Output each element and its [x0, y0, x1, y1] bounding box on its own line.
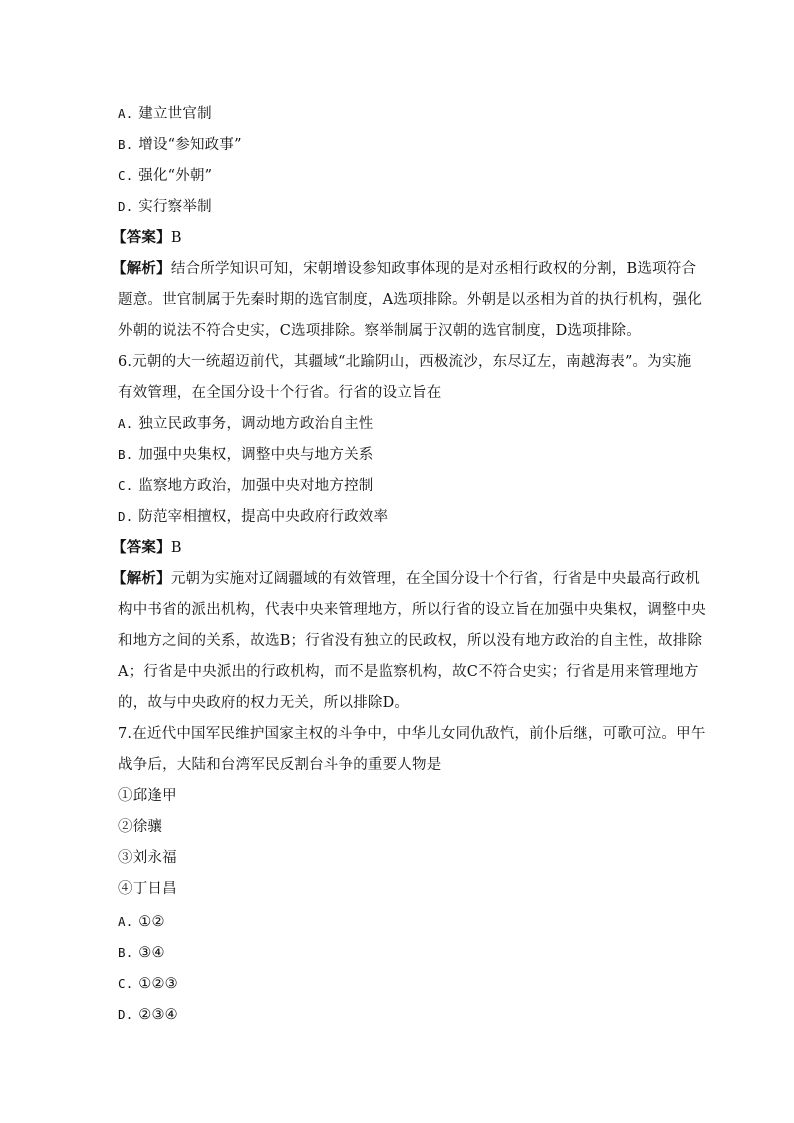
q7-stem-line-2: 战争后，大陆和台湾军民反割台斗争的重要人物是 [118, 757, 442, 773]
q5-option-d [118, 197, 212, 217]
q5-option-a [118, 104, 212, 124]
q6-analysis-line-4: A；行省是中央派出的行政机构，而不是监察机构，故C不符合史实；行省是用来管理地方 [118, 664, 699, 680]
option-letter: D. [118, 199, 134, 214]
q5-option-b [118, 135, 242, 155]
option-text: 加强中央集权，调整中央与地方关系 [138, 447, 374, 463]
q6-option-d [118, 507, 388, 527]
option-letter: D. [118, 509, 134, 524]
option-text: 防范宰相擅权，提高中央政府行政效率 [138, 509, 389, 525]
option-letter: D. [118, 1007, 134, 1022]
option-letter: B. [118, 137, 134, 152]
q5-analysis-line-1 [112, 259, 696, 279]
option-text: ③④ [138, 945, 165, 961]
q7-item-4: ④丁日昌 [118, 881, 177, 897]
q6-analysis-line-1 [112, 569, 700, 589]
q7-option-a [118, 912, 165, 932]
option-text: ②③④ [138, 1007, 178, 1023]
q7-option-b [118, 943, 165, 963]
q7-item-2: ②徐骧 [118, 819, 163, 835]
answer-value: B [170, 230, 182, 246]
option-letter: C. [118, 976, 134, 991]
q7-option-c [118, 974, 178, 994]
option-text: 监察地方政治，加强中央对地方控制 [138, 478, 374, 494]
q5-option-c [118, 166, 212, 186]
option-letter: A. [118, 914, 134, 929]
option-text: 实行察举制 [138, 199, 212, 215]
q6-option-b [118, 445, 373, 465]
analysis-text: 结合所学知识可知，宋朝增设参知政事体现的是对丞相行政权的分割，B选项符合 [170, 261, 697, 277]
q6-stem-line-1: 6.元朝的大一统超迈前代，其疆域“北踰阴山，西极流沙，东尽辽左，南越海表”。为实施 [118, 354, 692, 370]
option-text: 强化“外朝” [138, 168, 213, 184]
option-letter: C. [118, 478, 134, 493]
option-letter: A. [118, 416, 134, 431]
q7-item-1: ①邱逢甲 [118, 788, 177, 804]
q6-analysis-line-5: 的，故与中央政府的权力无关，所以排除D。 [118, 695, 410, 711]
analysis-tag: 【解析】 [112, 260, 171, 277]
q7-item-3: ③刘永福 [118, 850, 177, 866]
q6-option-a [118, 414, 373, 434]
q7-option-d [118, 1005, 178, 1025]
q5-answer [112, 228, 182, 248]
q5-analysis-line-3: 外朝的说法不符合史实，C选项排除。察举制属于汉朝的选官制度，D选项排除。 [118, 323, 641, 339]
q6-option-c [118, 476, 373, 496]
option-letter: B. [118, 447, 134, 462]
answer-tag: 【答案】 [112, 229, 171, 246]
answer-value: B [170, 540, 182, 556]
answer-tag: 【答案】 [112, 539, 171, 556]
option-text: 独立民政事务，调动地方政治自主性 [138, 416, 374, 432]
option-letter: C. [118, 168, 134, 183]
option-letter: B. [118, 945, 134, 960]
analysis-text: 元朝为实施对辽阔疆域的有效管理，在全国分设十个行省，行省是中央最高行政机 [170, 571, 701, 587]
option-text: ①② [138, 914, 165, 930]
option-text: 增设“参知政事” [138, 137, 242, 153]
q6-stem-line-2: 有效管理，在全国分设十个行省。行省的设立旨在 [118, 385, 442, 401]
q6-analysis-line-3: 和地方之间的关系，故选B；行省没有独立的民政权，所以没有地方政治的自主性，故排除 [118, 633, 703, 649]
q6-analysis-line-2: 构中书省的派出机构，代表中央来管理地方，所以行省的设立旨在加强中央集权，调整中央 [118, 602, 706, 618]
option-letter: A. [118, 106, 134, 121]
q6-answer [112, 538, 182, 558]
analysis-tag: 【解析】 [112, 570, 171, 587]
q5-analysis-line-2: 题意。世官制属于先秦时期的选官制度，A选项排除。外朝是以丞相为首的执行机构，强化 [118, 292, 702, 308]
option-text: ①②③ [138, 976, 178, 992]
q7-stem-line-1: 7.在近代中国军民维护国家主权的斗争中，中华儿女同仇敌忾，前仆后继，可歌可泣。甲午 [118, 726, 706, 742]
option-text: 建立世官制 [138, 106, 212, 122]
